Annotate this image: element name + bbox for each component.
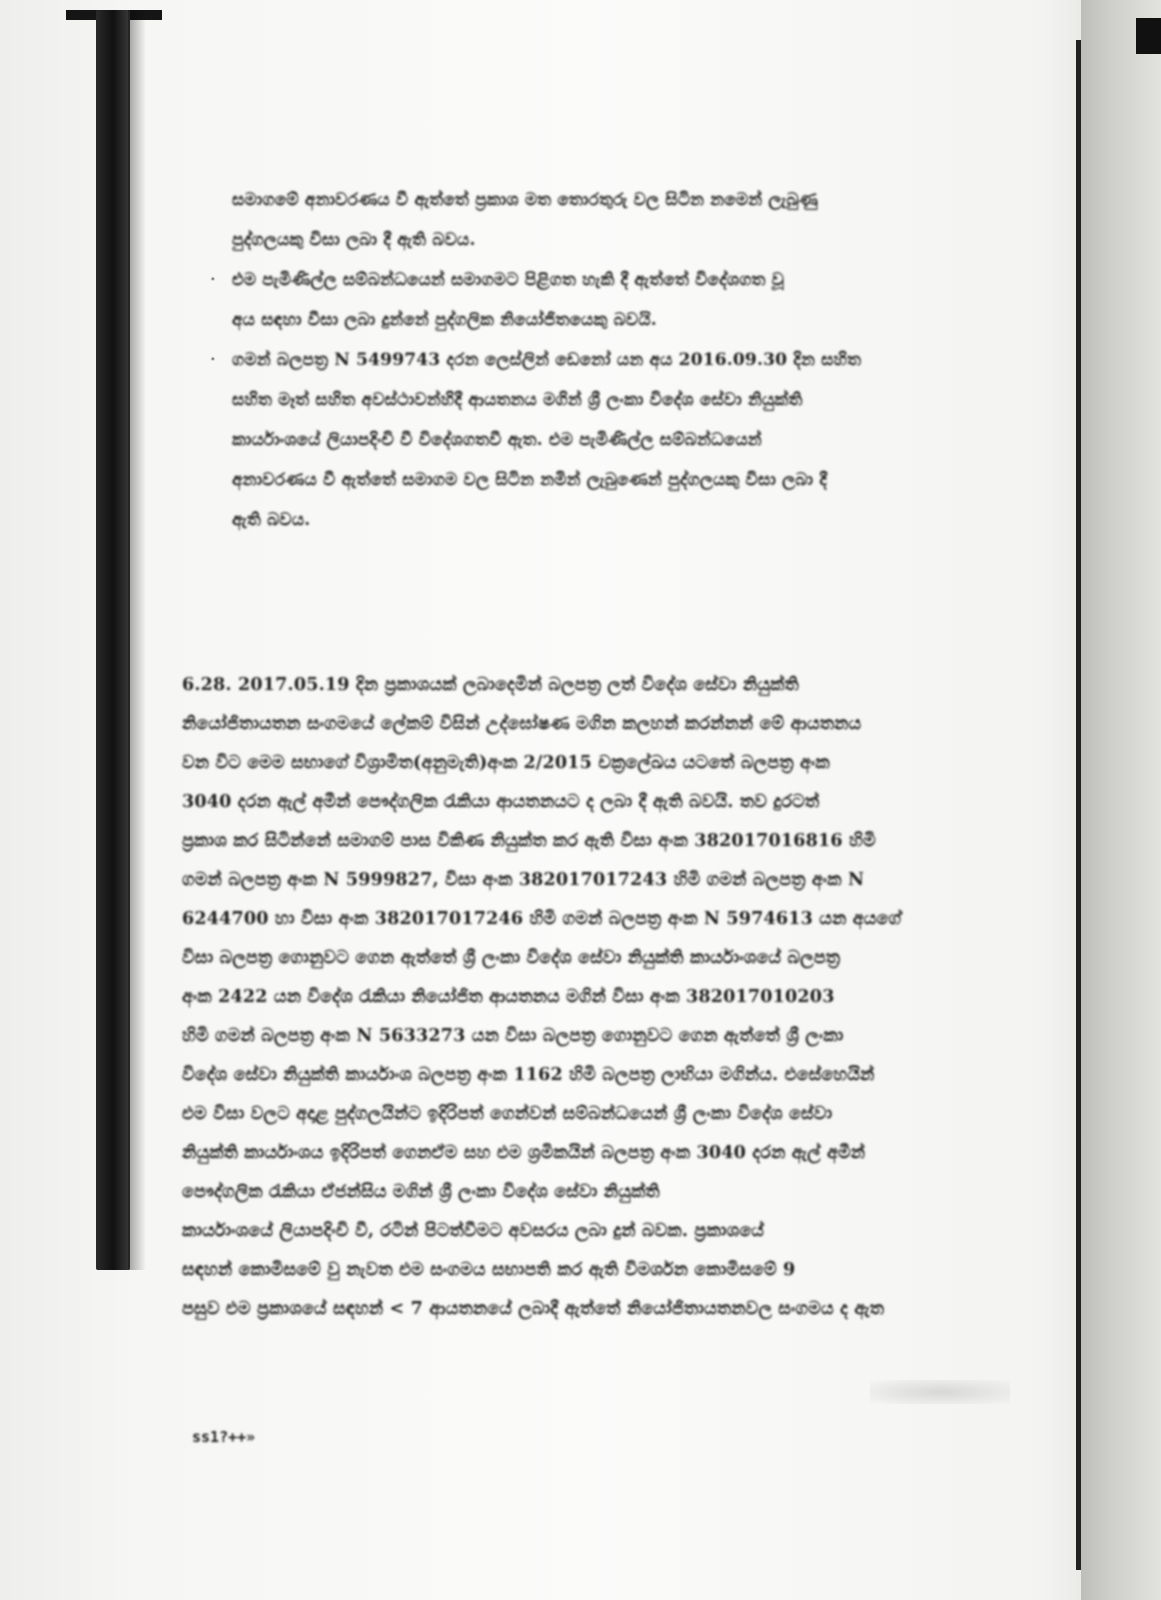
- numbered-paragraph: [182, 666, 1062, 1329]
- paragraph-first-line: [182, 666, 1062, 705]
- bullet-marker: ·: [210, 269, 216, 290]
- text-line: අනාවරණය වී ඇත්තේ සමාගම වල සිටින නමින් ලැබුණෙන් පුද්ගලයකු විසා ලබා දී: [232, 470, 828, 490]
- text-line: නියුක්ති කාර්යාංශය ඉදිරිපත් ගෙනඒම සහ එම ශ්‍රමිකයින් බලපත්‍ර අංක 3040 දරන ඇල් අමීන්: [182, 1143, 866, 1163]
- text-line: 3040 දරන ඇල් අමීන් පෞද්ගලික රැකියා ආයතනයට ද ලබා දී ඇති බවයි. තව දුරටත්: [182, 792, 820, 812]
- paragraph-number: 6.28.: [182, 675, 232, 695]
- bullet-marker: ·: [210, 349, 216, 370]
- text-line: ගමන් බලපත්‍ර අංක N 5999827, විසා අංක 382017017243 හිමි ගමන් බලපත්‍ර අංක N: [182, 870, 865, 890]
- text-line: පුද්ගලයකු විසා ලබා දී ඇති බවය.: [232, 230, 476, 250]
- text-line: 2017.05.19 දින ප්‍රකාශයක් ලබාදෙමින් බලපත්‍ර ලත් විදේශ සේවා නියුක්ති: [238, 675, 799, 695]
- text-line: එම පැමිණිල්ල සම්බන්ධයෙන් සමාගමට පිළිගත හැකි දී ඇත්තේ විදේශගත වූ: [232, 270, 785, 290]
- text-line: සඳහන් කොමිසමේ වු නැවත එම සංගමය සභාපති කර ඇති විමර්ශන කොමිසමේ 9: [182, 1260, 796, 1280]
- text-line: පෞද්ගලික රැකියා ඒජන්සිය මගින් ශ්‍රී ලංකා විදේශ සේවා නියුක්ති: [182, 1182, 660, 1202]
- text-line: එම විසා වලට අදාළ පුද්ගලයින්ට ඉදිරිපත් ගෙන්වන් සම්බන්ධයෙන් ශ්‍රී ලංකා විදේශ සේවා: [182, 1104, 833, 1124]
- text-line: සමාගමේ අනාවරණය වී ඇත්තේ ප්‍රකාශ මත තොරතුරු වල සිටින නමෙන් ලැබුණු: [232, 190, 818, 210]
- text-line: අංක 2422 යන විදේශ රැකියා නියෝජිත ආයතනය මගින් විසා අංක 382017010203: [182, 987, 835, 1007]
- bullet-item: [232, 180, 1074, 260]
- text-line: ප්‍රකාශ කර සිටින්නේ සමාගම් පාස විකිණ නියුක්ත කර ඇති විසා අංක 382017016816 හිමි: [182, 831, 876, 851]
- text-line: කාර්යාංශයේ ලියාපදිංචි වී විදේශගතවී ඇත. එම පැමිණිල්ල සම්බන්ධයෙන්: [232, 430, 762, 450]
- text-line: කාර්යාංශයේ ලියාපදිංචි වී, රටින් පිටත්වීමට අවසරය ලබා දුන් බවක. ප්‍රකාශයේ: [182, 1221, 765, 1241]
- text-line: විදේශ සේවා නියුක්ති කාර්යාංශ බලපත්‍ර අංක 1162 හිමි බලපත්‍ර ලාභියා මගින්ය. එසේහෙයින්: [182, 1065, 875, 1085]
- text-line: ගමන් බලපත්‍ර N 5499743 දරන ලෙස්ලින් ඩෙනෝ යන අය 2016.09.30 දින සහිත: [232, 350, 862, 370]
- text-line: හිමි ගමන් බලපත්‍ර අංක N 5633273 යන විසා බලපත්‍ර ගොනුවට ගෙන ඇත්තේ ශ්‍රී ලංකා: [182, 1026, 844, 1046]
- page-tab-marker: [1136, 18, 1161, 54]
- text-line: නියෝජිතායතන සංගමයේ ලේකම් විසින් උද්ඝෝෂණ මගින කලහන් කරන්නන් මේ ආයතනය: [182, 714, 862, 734]
- text-line: පසුව එම ප්‍රකාශයේ සඳහන් < 7 ආයතනයේ ලබාදී ඇත්තේ නියෝජිතායතනවල සංගමය ද ඇත: [182, 1299, 885, 1319]
- binding-shadow: [128, 10, 146, 1270]
- text-line: විසා බලපත්‍ර ගොනුවට ගෙන ඇත්තේ ශ්‍රී ලංකා විදේශ සේවා නියුක්ති කාර්යාංශයේ බලපත්‍ර: [182, 948, 841, 968]
- page-footer-code: ss1?++»: [192, 1428, 256, 1446]
- bullet-list: [210, 180, 1074, 540]
- text-line: ඇති බවය.: [232, 510, 311, 530]
- page-edge-line: [1076, 40, 1081, 1570]
- bullet-item: [210, 340, 1074, 540]
- text-line: වන විට මෙම සභාගේ විශ්‍රාමිත(අනුමැති)අංක 2/2015 චක්‍රලේඛය යටතේ බලපත්‍ර අංක: [182, 753, 830, 773]
- text-line: සහිත මෑත් සහිත අවස්ථාවන්හිදී ආයතනය මගින් ශ්‍රී ලංකා විදේශ සේවා නියුක්ති: [232, 390, 803, 410]
- page-stack-edge: [1081, 0, 1161, 1600]
- scan-smudge: [870, 1380, 1010, 1404]
- text-line: අය සඳහා වීසා ලබා දුන්නේ පුද්ගලික නියෝජිතයෙකු බවයි.: [232, 310, 657, 330]
- text-line: 6244700 හා විසා අංක 382017017246 හිමි ගමන් බලපත්‍ර අංක N 5974613 යන අයගේ: [182, 909, 902, 929]
- bullet-item: [210, 260, 1074, 340]
- binding-strip: [96, 10, 130, 1270]
